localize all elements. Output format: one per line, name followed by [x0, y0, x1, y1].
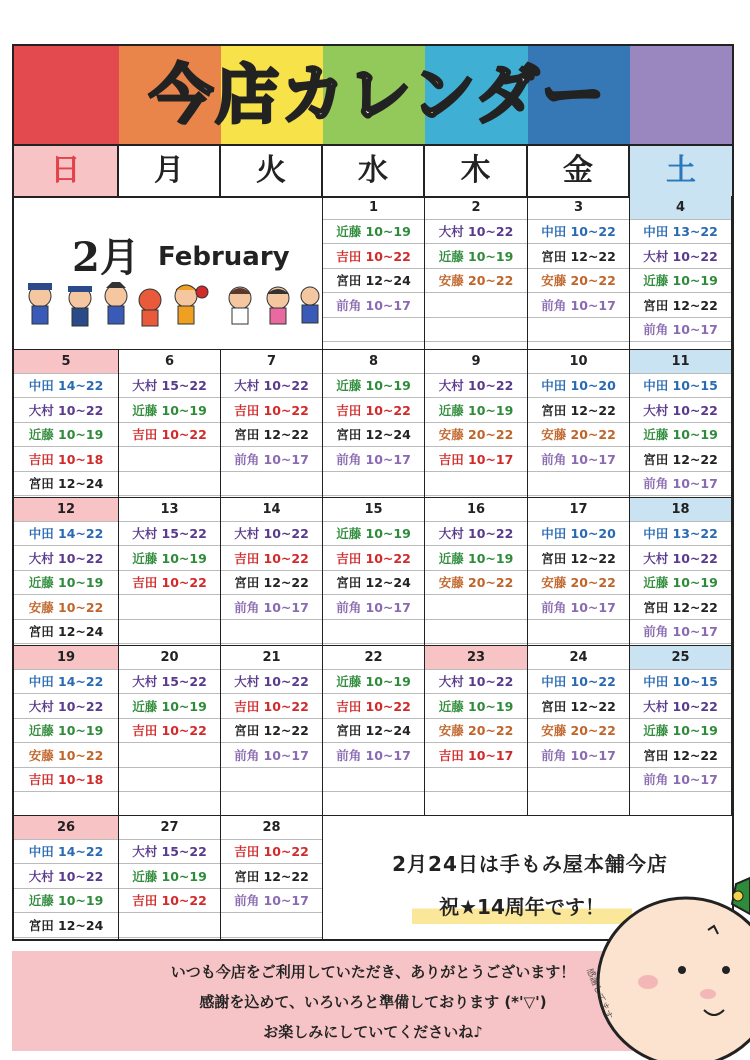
- shift-entry: 宮田 12~22: [528, 695, 629, 719]
- shift-entry: 大村 10~22: [425, 220, 527, 244]
- shift-entry: 宮田 12~22: [630, 294, 731, 318]
- shift-entry: 前角 10~17: [630, 318, 731, 342]
- anniversary-celebration: 祝★14周年です！: [412, 890, 632, 924]
- shift-entry: 前角 10~17: [323, 294, 424, 318]
- shift-entry: 宮田 12~22: [630, 744, 731, 768]
- shift-entry: 吉田 10~22: [323, 547, 424, 571]
- shift-entry: 宮田 12~22: [221, 865, 322, 889]
- shift-entry: 中田 10~20: [528, 374, 629, 398]
- footer-line-3: お楽しみにしていてくださいね♪: [263, 1023, 483, 1041]
- day-number: 8: [323, 350, 424, 374]
- shift-entry: 中田 10~20: [528, 522, 629, 546]
- mascot-speech-text: 感謝してます。: [583, 967, 617, 1029]
- shift-entry: 吉田 10~22: [221, 840, 322, 864]
- weekday-label-1: 月: [119, 146, 221, 196]
- month-label: 2月: [72, 234, 140, 281]
- day-number: 2: [425, 196, 527, 220]
- day-number: 22: [323, 646, 424, 670]
- day-number: 6: [119, 350, 220, 374]
- shift-entry: 大村 10~22: [425, 670, 527, 694]
- shift-entry: 宮田 12~24: [323, 571, 424, 595]
- shift-entry: 大村 10~22: [221, 670, 322, 694]
- footer-line-1: いつも今店をご利用していただき、ありがとうございます！: [170, 963, 576, 981]
- shift-entry: 安藤 20~22: [528, 719, 629, 743]
- shift-entry: 大村 10~22: [221, 522, 322, 546]
- shift-entry: 前角 10~17: [630, 620, 731, 644]
- day-number: 18: [630, 498, 731, 522]
- shift-entry: 大村 10~22: [14, 695, 118, 719]
- shift-entry: 近藤 10~19: [425, 695, 527, 719]
- shift-entry: 前角 10~17: [221, 889, 322, 913]
- shift-entry: 吉田 10~22: [119, 423, 220, 447]
- day-number: 14: [221, 498, 322, 522]
- shift-entry: 宮田 12~22: [221, 571, 322, 595]
- shift-entry: 中田 14~22: [14, 522, 118, 546]
- shift-entry: 宮田 12~22: [528, 245, 629, 269]
- shift-entry: 大村 15~22: [119, 522, 220, 546]
- shift-entry: 宮田 12~22: [221, 423, 322, 447]
- shift-entry: 吉田 10~18: [14, 448, 118, 472]
- shift-entry: 大村 10~22: [14, 399, 118, 423]
- shift-entry: 大村 15~22: [119, 670, 220, 694]
- shift-entry: 吉田 10~22: [221, 695, 322, 719]
- shift-entry: 近藤 10~19: [119, 695, 220, 719]
- shift-entry: 大村 10~22: [425, 374, 527, 398]
- shift-entry: 前角 10~17: [221, 596, 322, 620]
- day-number: 9: [425, 350, 527, 374]
- shift-entry: 吉田 10~17: [425, 744, 527, 768]
- shift-entry: 中田 10~22: [528, 670, 629, 694]
- shift-entry: 安藤 20~22: [425, 719, 527, 743]
- shift-entry: 近藤 10~19: [425, 245, 527, 269]
- shift-entry: 前角 10~17: [630, 472, 731, 496]
- day-number: 28: [221, 816, 322, 840]
- page-title: 今店カレンダー: [149, 59, 607, 133]
- shift-entry: 安藤 20~22: [528, 269, 629, 293]
- shift-entry: 宮田 12~24: [14, 472, 118, 496]
- weekday-label-0: 日: [14, 146, 119, 196]
- shift-entry: 前角 10~17: [221, 448, 322, 472]
- shift-entry: 大村 15~22: [119, 840, 220, 864]
- day-number: 26: [14, 816, 118, 840]
- shift-entry: 近藤 10~19: [630, 423, 731, 447]
- day-number: 21: [221, 646, 322, 670]
- shift-entry: 吉田 10~22: [221, 399, 322, 423]
- shift-entry: 吉田 10~22: [323, 399, 424, 423]
- shift-entry: 宮田 12~24: [323, 423, 424, 447]
- shift-entry: 近藤 10~19: [119, 547, 220, 571]
- calendar-frame: [12, 44, 734, 941]
- weekday-label-5: 金: [528, 146, 630, 196]
- day-number: 19: [14, 646, 118, 670]
- shift-entry: 中田 10~22: [528, 220, 629, 244]
- shift-entry: 前角 10~17: [323, 448, 424, 472]
- shift-entry: 前角 10~17: [528, 294, 629, 318]
- shift-entry: 中田 10~15: [630, 374, 731, 398]
- shift-entry: 宮田 12~22: [221, 719, 322, 743]
- shift-entry: 近藤 10~19: [425, 399, 527, 423]
- month-english-label: February: [158, 242, 290, 272]
- shift-entry: 安藤 20~22: [425, 423, 527, 447]
- shift-entry: 宮田 12~22: [528, 399, 629, 423]
- day-number: 10: [528, 350, 629, 374]
- shift-entry: 大村 10~22: [14, 865, 118, 889]
- shift-entry: 吉田 10~17: [425, 448, 527, 472]
- shift-entry: 大村 10~22: [630, 547, 731, 571]
- shift-entry: 大村 10~22: [630, 695, 731, 719]
- shift-entry: 近藤 10~19: [630, 571, 731, 595]
- shift-entry: 近藤 10~19: [425, 547, 527, 571]
- shift-entry: 吉田 10~22: [119, 571, 220, 595]
- shift-entry: 近藤 10~19: [14, 423, 118, 447]
- shift-entry: 安藤 10~22: [14, 744, 118, 768]
- shift-entry: 宮田 12~22: [630, 596, 731, 620]
- shift-entry: 前角 10~17: [323, 596, 424, 620]
- shift-entry: 宮田 12~24: [14, 914, 118, 938]
- shift-entry: 安藤 20~22: [425, 269, 527, 293]
- shift-entry: 安藤 20~22: [528, 423, 629, 447]
- shift-entry: 宮田 12~22: [630, 448, 731, 472]
- shift-entry: 中田 14~22: [14, 374, 118, 398]
- shift-entry: 吉田 10~22: [221, 547, 322, 571]
- anniversary-notice: 2月24日は手もみ屋本舗今店: [392, 852, 668, 876]
- shift-entry: 宮田 12~24: [323, 269, 424, 293]
- shift-entry: 宮田 12~22: [528, 547, 629, 571]
- shift-entry: 前角 10~17: [528, 744, 629, 768]
- shift-entry: 前角 10~17: [528, 596, 629, 620]
- weekday-label-6: 土: [630, 146, 732, 196]
- shift-entry: 前角 10~17: [528, 448, 629, 472]
- shift-entry: 吉田 10~22: [323, 695, 424, 719]
- shift-entry: 吉田 10~18: [14, 768, 118, 792]
- shift-entry: 近藤 10~19: [119, 865, 220, 889]
- shift-entry: 宮田 12~24: [14, 620, 118, 644]
- day-number: 17: [528, 498, 629, 522]
- shift-entry: 吉田 10~22: [119, 719, 220, 743]
- shift-entry: 安藤 20~22: [528, 571, 629, 595]
- shift-entry: 近藤 10~19: [14, 719, 118, 743]
- day-number: 4: [630, 196, 731, 220]
- shift-entry: 中田 13~22: [630, 522, 731, 546]
- day-number: 23: [425, 646, 527, 670]
- shift-entry: 中田 13~22: [630, 220, 731, 244]
- shift-entry: 近藤 10~19: [323, 522, 424, 546]
- day-number: 1: [323, 196, 424, 220]
- shift-entry: 近藤 10~19: [323, 220, 424, 244]
- shift-entry: 安藤 10~22: [14, 596, 118, 620]
- footer-line-2: 感謝を込めて、いろいろと準備しております (*'▽'): [199, 993, 547, 1011]
- shift-entry: 大村 10~22: [630, 245, 731, 269]
- shift-entry: 中田 14~22: [14, 840, 118, 864]
- shift-entry: 近藤 10~19: [14, 889, 118, 913]
- day-number: 25: [630, 646, 731, 670]
- shift-entry: 吉田 10~22: [119, 889, 220, 913]
- shift-entry: 近藤 10~19: [14, 571, 118, 595]
- weekday-label-4: 木: [425, 146, 528, 196]
- day-number: 5: [14, 350, 118, 374]
- shift-entry: 大村 10~22: [425, 522, 527, 546]
- day-number: 16: [425, 498, 527, 522]
- shift-entry: 宮田 12~24: [323, 719, 424, 743]
- weekday-label-2: 火: [221, 146, 323, 196]
- shift-entry: 近藤 10~19: [323, 374, 424, 398]
- weekday-label-3: 水: [323, 146, 425, 196]
- day-number: 7: [221, 350, 322, 374]
- shift-entry: 前角 10~17: [630, 768, 731, 792]
- shift-entry: 中田 10~15: [630, 670, 731, 694]
- day-number: 3: [528, 196, 629, 220]
- shift-entry: 大村 10~22: [14, 547, 118, 571]
- day-number: 20: [119, 646, 220, 670]
- mascot-character-illustration: [583, 874, 750, 1060]
- day-number: 15: [323, 498, 424, 522]
- day-number: 13: [119, 498, 220, 522]
- day-number: 11: [630, 350, 731, 374]
- shift-entry: 大村 10~22: [221, 374, 322, 398]
- shift-entry: 近藤 10~19: [630, 269, 731, 293]
- shift-entry: 近藤 10~19: [630, 719, 731, 743]
- shift-entry: 大村 15~22: [119, 374, 220, 398]
- shift-entry: 中田 14~22: [14, 670, 118, 694]
- day-number: 12: [14, 498, 118, 522]
- shift-entry: 大村 10~22: [630, 399, 731, 423]
- shift-entry: 近藤 10~19: [323, 670, 424, 694]
- shift-entry: 前角 10~17: [323, 744, 424, 768]
- shift-entry: 前角 10~17: [221, 744, 322, 768]
- shift-entry: 近藤 10~19: [119, 399, 220, 423]
- shift-entry: 安藤 20~22: [425, 571, 527, 595]
- day-number: 24: [528, 646, 629, 670]
- day-number: 27: [119, 816, 220, 840]
- shift-entry: 吉田 10~22: [323, 245, 424, 269]
